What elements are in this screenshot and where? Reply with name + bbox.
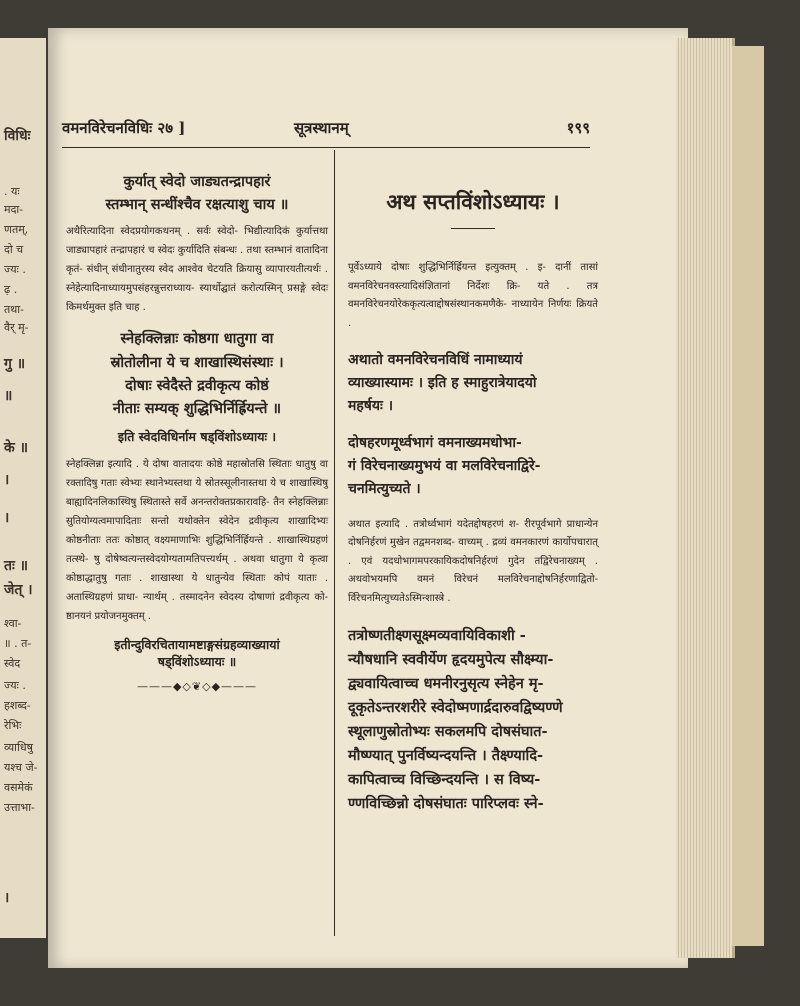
book-cover [732, 46, 764, 946]
header-center: सूत्रस्थानम् [294, 119, 349, 137]
previous-page-fragment: । [4, 510, 10, 526]
previous-page-fragment: । [4, 472, 10, 488]
commentary: अथैरित्यादिना स्वेदप्रयोगकथनम् . सर्वः स्वेदो- भिद्यीत्यादिकं कुर्यात्तथा जाड्यापहारं तन्द्रापहारं च स्वेदः कुर्यादिति संबन्धः . तथा स्तम्भानं वातादिना कृतं- संधीन् संधीनातुरस्य स्वेद आश्वेव चेटयति क्रियासु व्यापारयतीत्यर्थः . स्नेहेत्यादिनाध्यायमुपसंहरन्नुत्तराध्याय- स्यार्थोद्घातं करोत्यस्मिन् प्रसङ्गे स्वेदः किमर्थमुक्त इति चाह . [66, 226, 328, 314]
previous-page-fragment: तथा- [4, 303, 24, 316]
previous-page-fragment: जेत् । [4, 582, 33, 598]
previous-page-fragment: हशब्द- [4, 699, 31, 712]
header-left: वमनविरेचनविधिः २७ ] [62, 119, 186, 137]
commentary-colophon: इतीन्दुविरचितायामष्टाङ्गसंग्रहव्याख्यायां षड्विंशोऽध्यायः ॥ [114, 637, 280, 670]
previous-page-fragment: गु ॥ [4, 356, 26, 372]
chapter-title: अथ सप्तविंशोऽध्यायः । [386, 189, 560, 214]
previous-page-fragment: यश्च जे- [4, 761, 38, 774]
previous-page-fragment: ज्यः . [4, 679, 26, 692]
previous-page-fragment: दो च [4, 243, 24, 256]
previous-page-fragment: ॥ . त- [4, 637, 32, 650]
previous-page-fragment: वसमेकं [4, 781, 33, 794]
page-number: १९९ [566, 119, 590, 137]
commentary: पूर्वेऽध्याये दोषाः शुद्धिभिर्निर्ह्रियन्त इत्युक्तम् . इ- दानीं तासां वमनविरेचनवस्त्यादिसंज्ञितानां निर्देशः क्रि- यते . तत्र वमनविरेचनयोरेककृत्यत्वाद्दोषसंस्थानकमणैके- नाध्यायेन निर्णयः क्रियते . [348, 262, 598, 329]
commentary: अथात इत्यादि . तत्रोर्ध्वभागं यदेतद्दोषहरणं श- रीरपूर्वभागे प्राधान्येन दोषनिर्हरणं मुखेन तद्वमनशब्द- वाच्यम् . द्रव्यं वमनकारणं कार्योपचारात् . एवं यदधोभागमपरकायिकदोषनिर्हरणं गुदेन तद्विरेचनाख्यम् . अथवोभयमपि वमनं विरेचनं मलविरेचनाद्दोषनिर्हरणाद्वितो- र्विरेचनमित्युच्यतेऽस्मिन्शास्त्रे . [348, 518, 598, 604]
previous-page-fragment: तः ॥ [4, 558, 29, 574]
previous-page-fragment: ज्यः . [4, 263, 26, 276]
left-column [66, 170, 328, 693]
previous-page-fragment: श्वा- [4, 617, 22, 630]
chapter-colophon: इति स्वेदविधिर्नाम षड्विंशोऽध्यायः । [117, 429, 277, 445]
previous-page-fragment: ढ़ . [4, 283, 18, 296]
verse: अथातो वमनविरेचनविधिं नामाध्यायं व्याख्यास्यामः । इति ह स्माहुरात्रेयादयो महर्षयः । [348, 352, 537, 415]
previous-page-fragment: . यः [4, 185, 20, 198]
previous-page-fragment: के ॥ [4, 440, 29, 456]
ornament-divider: ———◆◇❦◇◆——— [136, 680, 258, 694]
previous-page-edge [0, 38, 46, 938]
verse: तत्रोष्णतीक्ष्णसूक्ष्मव्यवायिविकाशी - न्यौषधानि स्ववीर्येण हृदयमुपेत्य सौक्ष्म्या- द्व्यवायित्वाच्च धमनीरनुसृत्य स्नेहेन मृ- दूकृतेऽन्तरशरीरे स्वेदोष्मणार्द्रदारुवद्विष्यण्णे स्थूलाणुस्रोतोभ्यः सकलमपि दोषसंघात- मौष्ण्यात् पुनर्विष्यन्दयन्ति । तैक्ष्ण्यादि- कापित्वाच्च विच्छिन्दयन्ति । स विष्य- ण्णविच्छिन्नो दोषसंघातः पारिप्लवः स्ने- [348, 627, 563, 812]
verse: दोषहरणमूर्ध्वभागं वमनाख्यमधोभा- गं विरेचनाख्यमुभयं वा मलविरेचनाद्विरे- चनमित्युच्यते । [348, 435, 541, 498]
header-rule [62, 147, 590, 148]
previous-page-fragment: स्वेद [4, 657, 21, 670]
previous-page-fragment: णतम्, [4, 223, 29, 236]
verse: कुर्यात् स्वेदो जाड्यतन्द्रापहारं स्तम्भान् सन्धींश्चैव रक्षत्याशु चाय ॥ [105, 173, 289, 214]
verse: स्नेहक्लिन्नाः कोष्ठगा धातुगा वा स्रोतोलीना ये च शाखास्थिसंस्थाः । दोषाः स्वेदैस्ते द्रवीकृत्य कोष्ठं नीताः सम्यक् शुद्धिभिर्निर्ह्रियन्ते ॥ [110, 330, 284, 417]
page-edges [676, 38, 735, 958]
previous-page-fragment: मदा- [4, 203, 23, 216]
previous-page-fragment: ॥ [4, 388, 13, 404]
previous-page-fragment: विधिः [4, 128, 31, 144]
previous-page-fragment: रेभिः [4, 719, 22, 732]
column-divider [334, 150, 335, 936]
commentary: स्नेहक्लिन्ना इत्यादि . ये दोषा वातादयः कोष्ठे महास्रोतसि स्थिताः धातुषु वा रक्तादिषु गताः स्वेभ्यः स्थानेभ्यस्तथा ये स्रोतस्सूलीनास्तथा ये च शाखास्थिषु बाह्यादिनलिकास्थिषु स्थितास्ते सर्वे अनन्तरोक्तप्रकारावहि- तैन स्नेहक्लिन्नाः सुतियोग्यत्वमापादिताः सन्तो यथोक्तेन स्वेदेन द्रवीकृत्य शाखादिभ्यः कोष्ठनीताः ततः कोष्ठात् वक्ष्यमाणाभिः शुद्धिभिर्निर्ह्रियन्ते . शाखास्थिग्रहणं तत्स्थे- षु दोषेष्वत्यन्तस्वेदयोग्यतामतिपत्त्यर्थम् . अथवा धातुगा ये कृत्वा कोष्ठाद्धातुषु गताः . शाखास्था ये धातुन्येव स्थिताः कोपं याताः . अतास्थिग्रहणं प्राधा- न्यार्थम् . तस्मादनेन स्वेदस्य दोषाणां द्रवीकृत्य को- ष्ठानयनं प्रयोजनमुक्तम् . [66, 459, 328, 623]
previous-page-fragment: । [4, 890, 10, 906]
previous-page-fragment: वैर् मृ- [4, 321, 29, 334]
previous-page-fragment: उत्ताभा- [4, 801, 35, 814]
running-header [62, 118, 590, 144]
title-rule [451, 228, 495, 229]
previous-page-fragment: व्याधिषु [4, 741, 33, 754]
right-column [348, 188, 598, 815]
